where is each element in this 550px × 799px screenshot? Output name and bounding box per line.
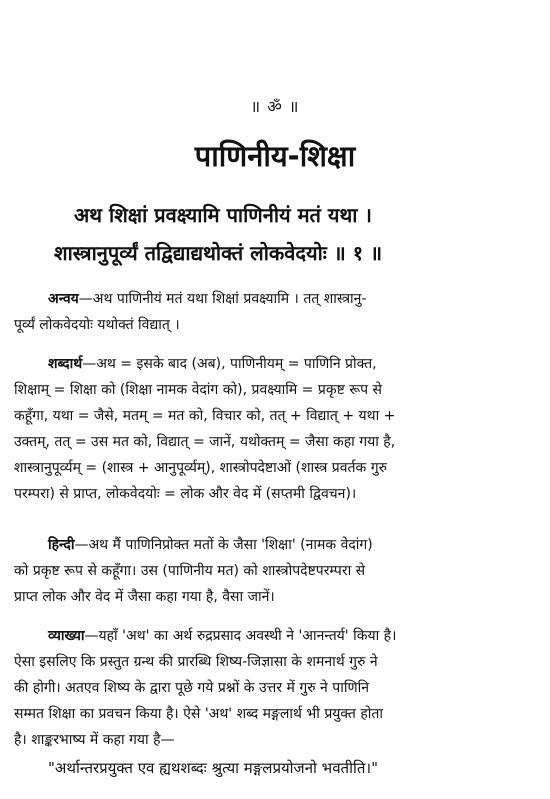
vyakhya-line-3: की होगी। अतएव शिष्य के द्वारा पूछे गये प्रश्नों के उत्तर में गुरु ने पाणिनि <box>14 680 369 696</box>
vyakhya-line-2: ऐसा इसलिए कि प्रस्तुत ग्रन्थ की प्रारब्धि शिष्य-जिज्ञासा के शमनार्थ गुरु ने <box>14 654 378 670</box>
shabdartha-line-6: परम्परा) से प्राप्त, लोकवेदयोः = लोक और वेद में (सप्तमी द्विवचन)। <box>14 486 357 502</box>
shabdartha-line-4: उक्तम्, तत् = उस मत को, विद्यात् = जानें, यथोक्तम् = जैसा कहा गया है, <box>14 434 396 450</box>
hindi-text-1: —अथ मैं पाणिनिप्रोक्त मतों के जैसा 'शिक्षा' (नामक वेदांग) <box>74 537 373 553</box>
vyakhya-paragraph <box>14 623 530 753</box>
vyakhya-label: व्याख्या <box>48 628 85 644</box>
anvaya-line-2: पूर्व्यं लोकवेदयोः यथोक्तं विद्यात् । <box>14 317 180 333</box>
shabdartha-text-1: —अथ = इसके बाद (अब), पाणिनीयम् = पाणिनि प्रोक्त, <box>82 356 377 372</box>
hindi-line-2: को प्रकृष्ट रूप से कहूँगा। उस (पाणिनीय मत) को शास्त्रोपदेष्टपरम्परा से <box>14 563 366 579</box>
anvaya-label: अन्वय <box>48 291 79 307</box>
hindi-label: हिन्दी <box>48 537 75 553</box>
shabdartha-line-1 <box>14 351 530 377</box>
hindi-line-1 <box>14 532 530 558</box>
shabdartha-line-3: कहूँगा, यथा = जैसे, मतम् = मत को, विचार को, तत् + विद्यात् + यथा + <box>14 408 396 424</box>
page-title: पाणिनीय-शिक्षा <box>194 139 356 173</box>
shabdartha-line-5: शास्त्रानुपूर्व्यम् = (शास्त्र + आनुपूर्व्यम्), शास्त्रोपदेष्टाओं (शास्त्र प्रवर्तक गुरु <box>14 460 387 476</box>
verse-line-2: शास्त्रानुपूर्व्यं तद्विद्याद्यथोक्तं लोकवेदयोः ॥ १ ॥ <box>54 241 383 265</box>
verse-line-1: अथ शिक्षां प्रवक्ष्यामि पाणिनीयं मतं यथा । <box>74 203 373 227</box>
shabdartha-paragraph <box>14 351 530 507</box>
hindi-paragraph <box>14 532 530 610</box>
vyakhya-text-1: —यहाँ 'अथ' का अर्थ रुद्रप्रसाद अवस्थी ने 'आनन्तर्य' किया है। <box>84 628 397 644</box>
shabdartha-label: शब्दार्थ <box>48 356 83 372</box>
vyakhya-line-4: सम्मत शिक्षा का प्रवचन किया है। ऐसे 'अथ' शब्द मङ्गलार्थ भी प्रयुक्त होता <box>14 706 384 722</box>
anvaya-text-1: —अथ पाणिनीयं मतं यथा शिक्षां प्रवक्ष्यामि । तत् शास्त्रानु- <box>78 291 367 307</box>
anvaya-paragraph <box>14 286 530 338</box>
vyakhya-line-1 <box>14 623 530 649</box>
anvaya-line-1 <box>14 286 530 312</box>
vyakhya-line-5: है। शाङ्करभाष्य में कहा गया है— <box>14 732 175 748</box>
hindi-line-3: प्राप्त लोक और वेद में जैसा कहा गया है, वैसा जानें। <box>14 589 275 605</box>
invocation-om: ॥ ॐ ॥ <box>250 97 300 116</box>
bhashya-quote: "अर्थान्तरप्रयुक्त एव ह्यथशब्दः श्रुत्या मङ्गलप्रयोजनो भवतीति।" <box>48 759 379 777</box>
shabdartha-line-2: शिक्षाम् = शिक्षा को (शिक्षा नामक वेदांग को), प्रवक्ष्यामि = प्रकृष्ट रूप से <box>14 382 382 398</box>
